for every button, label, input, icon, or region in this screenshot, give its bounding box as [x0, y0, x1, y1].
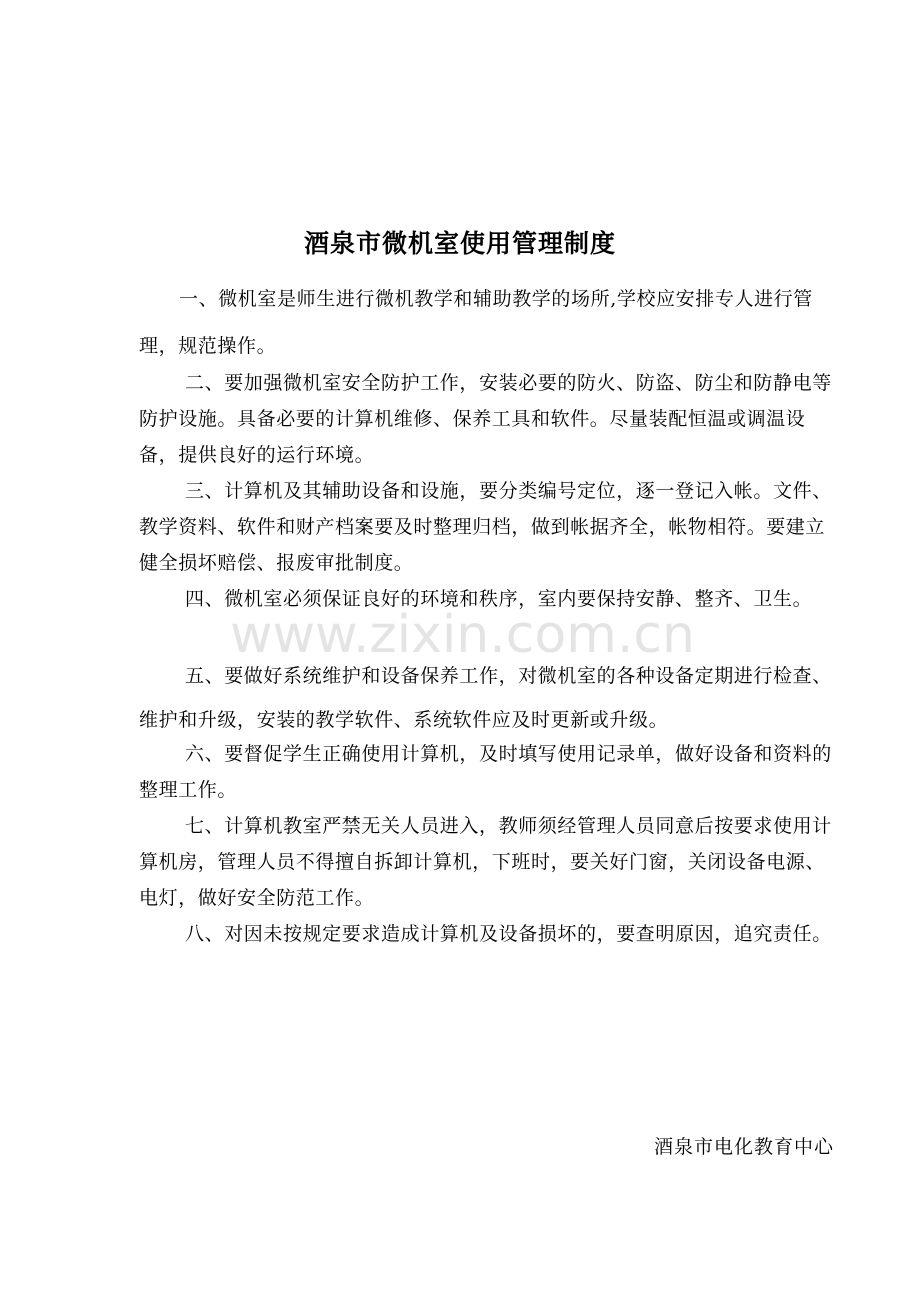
paragraph-4: 四、微机室必须保证良好的环境和秩序，室内要保持安静、整齐、卫生。 — [185, 588, 813, 610]
paragraph-2: 二、要加强微机室安全防护工作，安装必要的防火、防盗、防尘和防静电等防护设施。具备必要的计算机维修、保养工具和软件。尽量装配恒温或调温设备，提供良好的运行环境。 — [139, 372, 832, 466]
paragraph-3: 三、计算机及其辅助设备和设施，要分类编号定位，逐一登记入帐。文件、教学资料、软件和财产档案要及时整理归档，做到帐据齐全，帐物相符。要建立健全损坏赔偿、报废审批制度。 — [139, 480, 832, 574]
paragraph-7: 七、计算机教室严禁无关人员进入，教师须经管理人员同意后按要求使用计算机房，管理人员不得擅自拆卸计算机，下班时，要关好门窗，关闭设备电源、电灯，做好安全防范工作。 — [139, 815, 832, 909]
signature: 酒泉市电化教育中心 — [653, 1136, 834, 1158]
paragraph-1: 一、微机室是师生进行微机教学和辅助教学的场所,学校应安排专人进行管理，规范操作。 — [139, 288, 813, 357]
document-title: 酒泉市微机室使用管理制度 — [303, 229, 616, 258]
paragraph-5: 五、要做好系统维护和设备保养工作，对微机室的各种设备定期进行检查、维护和升级，安装的教学软件、系统软件应及时更新或升级。 — [139, 665, 832, 731]
watermark: www.zixin.com.cn — [230, 605, 695, 665]
paragraph-8: 八、对因未按规定要求造成计算机及设备损坏的，要查明原因，追究责任。 — [185, 923, 832, 945]
paragraph-6: 六、要督促学生正确使用计算机，及时填写使用记录单，做好设备和资料的整理工作。 — [139, 743, 832, 801]
